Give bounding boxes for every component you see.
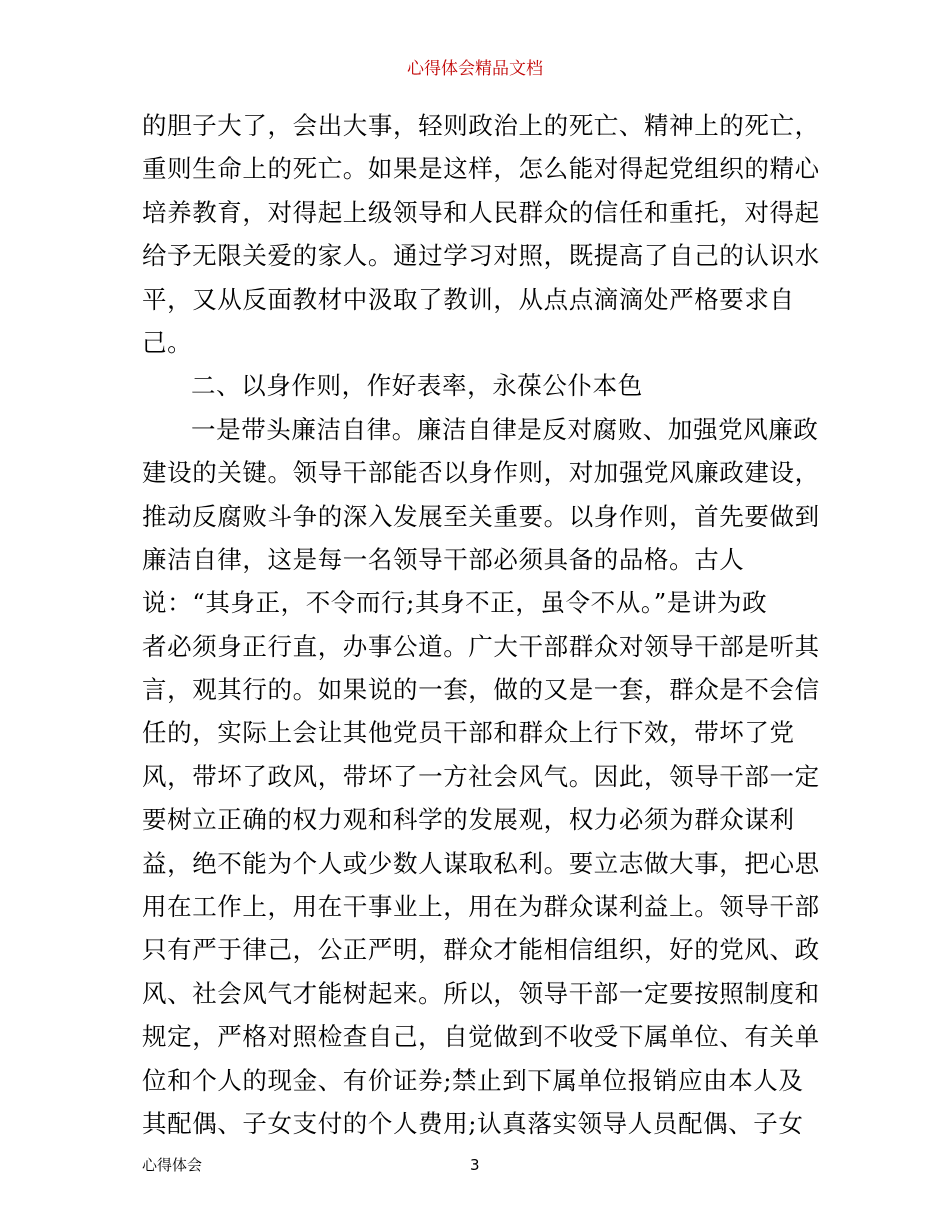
paragraph-line: 只有严于律己，公正严明，群众才能相信组织，好的党风、政 [142,935,820,965]
paragraph-line: 风、社会风气才能树起来。所以，领导干部一定要按照制度和 [142,978,820,1008]
paragraph-line: 己。 [142,327,193,357]
paragraph-line: 培养教育，对得起上级领导和人民群众的信任和重托，对得起 [142,197,820,227]
paragraph-line: 重则生命上的死亡。如果是这样，怎么能对得起党组织的精心 [142,154,820,184]
page-number: 3 [470,1156,480,1174]
paragraph-line: 者必须身正行直，办事公道。广大干部群众对领导干部是听其 [142,631,820,661]
paragraph-line: 风，带坏了政风，带坏了一方社会风气。因此，领导干部一定 [142,761,820,791]
document-header-title: 心得体会精品文档 [407,59,543,79]
paragraph-line: 用在工作上，用在干事业上，用在为群众谋利益上。领导干部 [142,892,820,922]
paragraph-line: 说：“其身正，不令而行;其身不正，虽令不从。”是讲为政 [142,588,768,618]
paragraph-line: 一是带头廉洁自律。廉洁自律是反对腐败、加强党风廉政 [191,414,819,444]
footer-label: 心得体会 [142,1156,203,1174]
paragraph-line: 益，绝不能为个人或少数人谋取私利。要立志做大事，把心思 [142,848,820,878]
paragraph-line: 其配偶、子女支付的个人费用;认真落实领导人员配偶、子女 [142,1108,804,1138]
paragraph-line: 位和个人的现金、有价证券;禁止到下属单位报销应由本人及 [142,1065,804,1095]
section-heading: 二、以身作则，作好表率，永葆公仆本色 [191,371,643,401]
paragraph-line: 廉洁自律，这是每一名领导干部必须具备的品格。古人 [142,544,745,574]
paragraph-line: 建设的关键。领导干部能否以身作则，对加强党风廉政建设， [142,458,820,488]
paragraph-line: 平，又从反面教材中汲取了教训，从点点滴滴处严格要求自 [142,284,795,314]
paragraph-line: 言，观其行的。如果说的一套，做的又是一套，群众是不会信 [142,675,820,705]
paragraph-line: 的胆子大了，会出大事，轻则政治上的死亡、精神上的死亡， [142,111,820,140]
paragraph-line: 任的，实际上会让其他党员干部和群众上行下效，带坏了党 [142,718,795,748]
paragraph-line: 要树立正确的权力观和科学的发展观，权力必须为群众谋利 [142,805,795,835]
paragraph-line: 给予无限关爱的家人。通过学习对照，既提高了自己的认识水 [142,241,820,271]
paragraph-line: 推动反腐败斗争的深入发展至关重要。以身作则，首先要做到 [142,501,820,531]
document-body [142,104,820,1145]
paragraph-line: 规定，严格对照检查自己，自觉做到不收受下属单位、有关单 [142,1022,820,1052]
